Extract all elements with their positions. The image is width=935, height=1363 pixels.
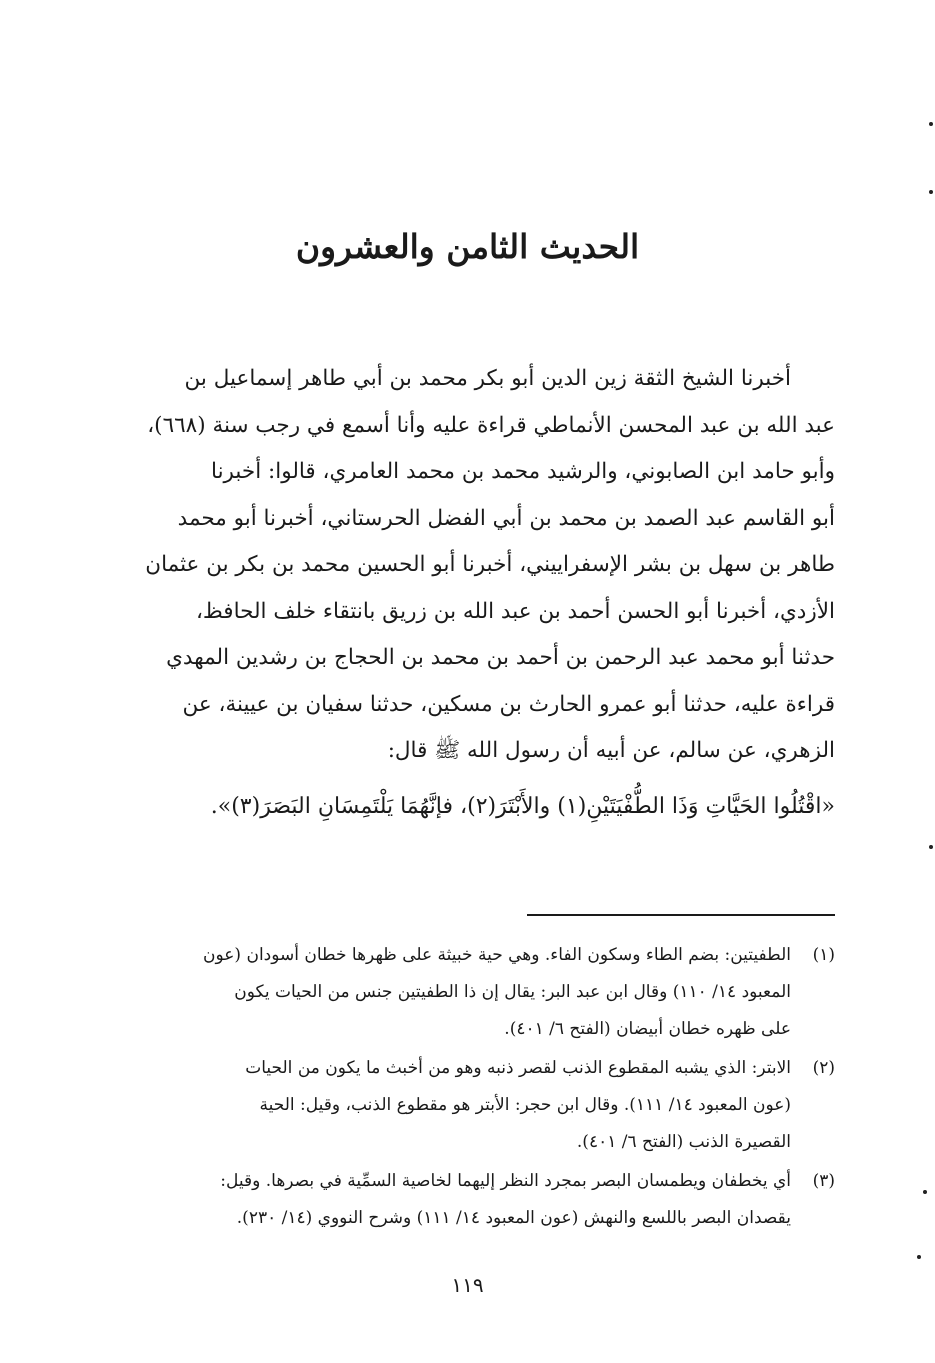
footnote-line: أي يخطفان ويطمسان البصر بمجرد النظر إليهما لخاصية السمِّية في بصرها. وقيل: <box>220 1171 791 1191</box>
paragraph-line: طاهر بن سهل بن بشر الإسفراييني، أخبرنا أبو الحسين محمد بن بكر بن عثمان <box>145 552 835 577</box>
margin-mark <box>929 122 933 126</box>
paragraph-line: وأبو حامد ابن الصابوني، والرشيد محمد بن محمد العامري، قالوا: أخبرنا <box>211 459 835 484</box>
footnote-line: المعبود ١٤/ ١١٠) وقال ابن عبد البر: يقال إن ذا الطفيتين جنس من الحيات يكون <box>234 982 791 1002</box>
margin-mark <box>929 845 933 849</box>
footnote-number: (١) <box>812 945 835 965</box>
footnote-line: على ظهره خطان أبيضان (الفتح ٦/ ٤٠١). <box>504 1019 791 1039</box>
paragraph-line: حدثنا أبو محمد عبد الرحمن بن أحمد بن محمد بن الحجاج بن رشدين المهدي <box>166 645 835 670</box>
page-number: ١١٩ <box>451 1273 484 1297</box>
margin-mark <box>929 190 933 194</box>
footnote-number: (٢) <box>812 1058 835 1078</box>
footnote-line: (عون المعبود ١٤/ ١١١). وقال ابن حجر: الأبتر هو مقطوع الذنب، وقيل: الحية <box>259 1095 791 1115</box>
footnotes-list <box>115 937 835 1239</box>
paragraph-line: الزهري، عن سالم، عن أبيه أن رسول الله ﷺ قال: <box>387 738 835 763</box>
paragraph-line: الأزدي، أخبرنا أبو الحسن أحمد بن عبد الله بن زريق بانتقاء خلف الحافظ، <box>195 598 835 624</box>
paragraph-line: أخبرنا الشيخ الثقة زين الدين أبو بكر محمد بن أبي طاهر إسماعيل بن <box>184 366 791 391</box>
margin-mark <box>917 1255 921 1259</box>
footnote-number: (٣) <box>812 1171 835 1191</box>
footnote-line: الطفيتين: بضم الطاء وسكون الفاء. وهي حية خبيثة على ظهرها خطان أسودان (عون <box>203 945 791 965</box>
footnote <box>115 1050 835 1161</box>
footnote <box>115 1163 835 1237</box>
paragraph-line: أبو القاسم عبد الصمد بن محمد بن أبي الفضل الحرستاني، أخبرنا أبو محمد <box>177 505 835 531</box>
isnad-paragraph <box>117 356 835 775</box>
footnote-line: يقصدان البصر باللسع والنهش (عون المعبود ١٤/ ١١١) وشرح النووي (١٤/ ٢٣٠). <box>236 1208 791 1228</box>
hadith-matn: «اقْتُلُوا الحَيَّاتِ وَذَا الطُّفْيَتَيْنِ(١) والأَبْتَرَ(٢)، فإنَّهُمَا يَلْتَمِسَانِ البَصَرَ(٣)». <box>210 794 835 819</box>
footnote <box>115 937 835 1048</box>
footnote-line: القصيرة الذنب (الفتح ٦/ ٤٠١). <box>576 1132 791 1152</box>
footnote-line: الابتر: الذي يشبه المقطوع الذنب لقصر ذنبه وهو من أخبث ما يكون من الحيات <box>245 1058 791 1078</box>
footnote-separator <box>527 914 835 916</box>
margin-mark <box>923 1190 927 1194</box>
paragraph-line: قراءة عليه، حدثنا أبو عمرو الحارث بن مسكين، حدثنا سفيان بن عيينة، عن <box>182 691 835 717</box>
paragraph-line: عبد الله بن عبد المحسن الأنماطي قراءة عليه وأنا أسمع في رجب سنة (٦٦٨)، <box>147 412 835 438</box>
hadith-title: الحديث الثامن والعشرون <box>295 227 640 266</box>
